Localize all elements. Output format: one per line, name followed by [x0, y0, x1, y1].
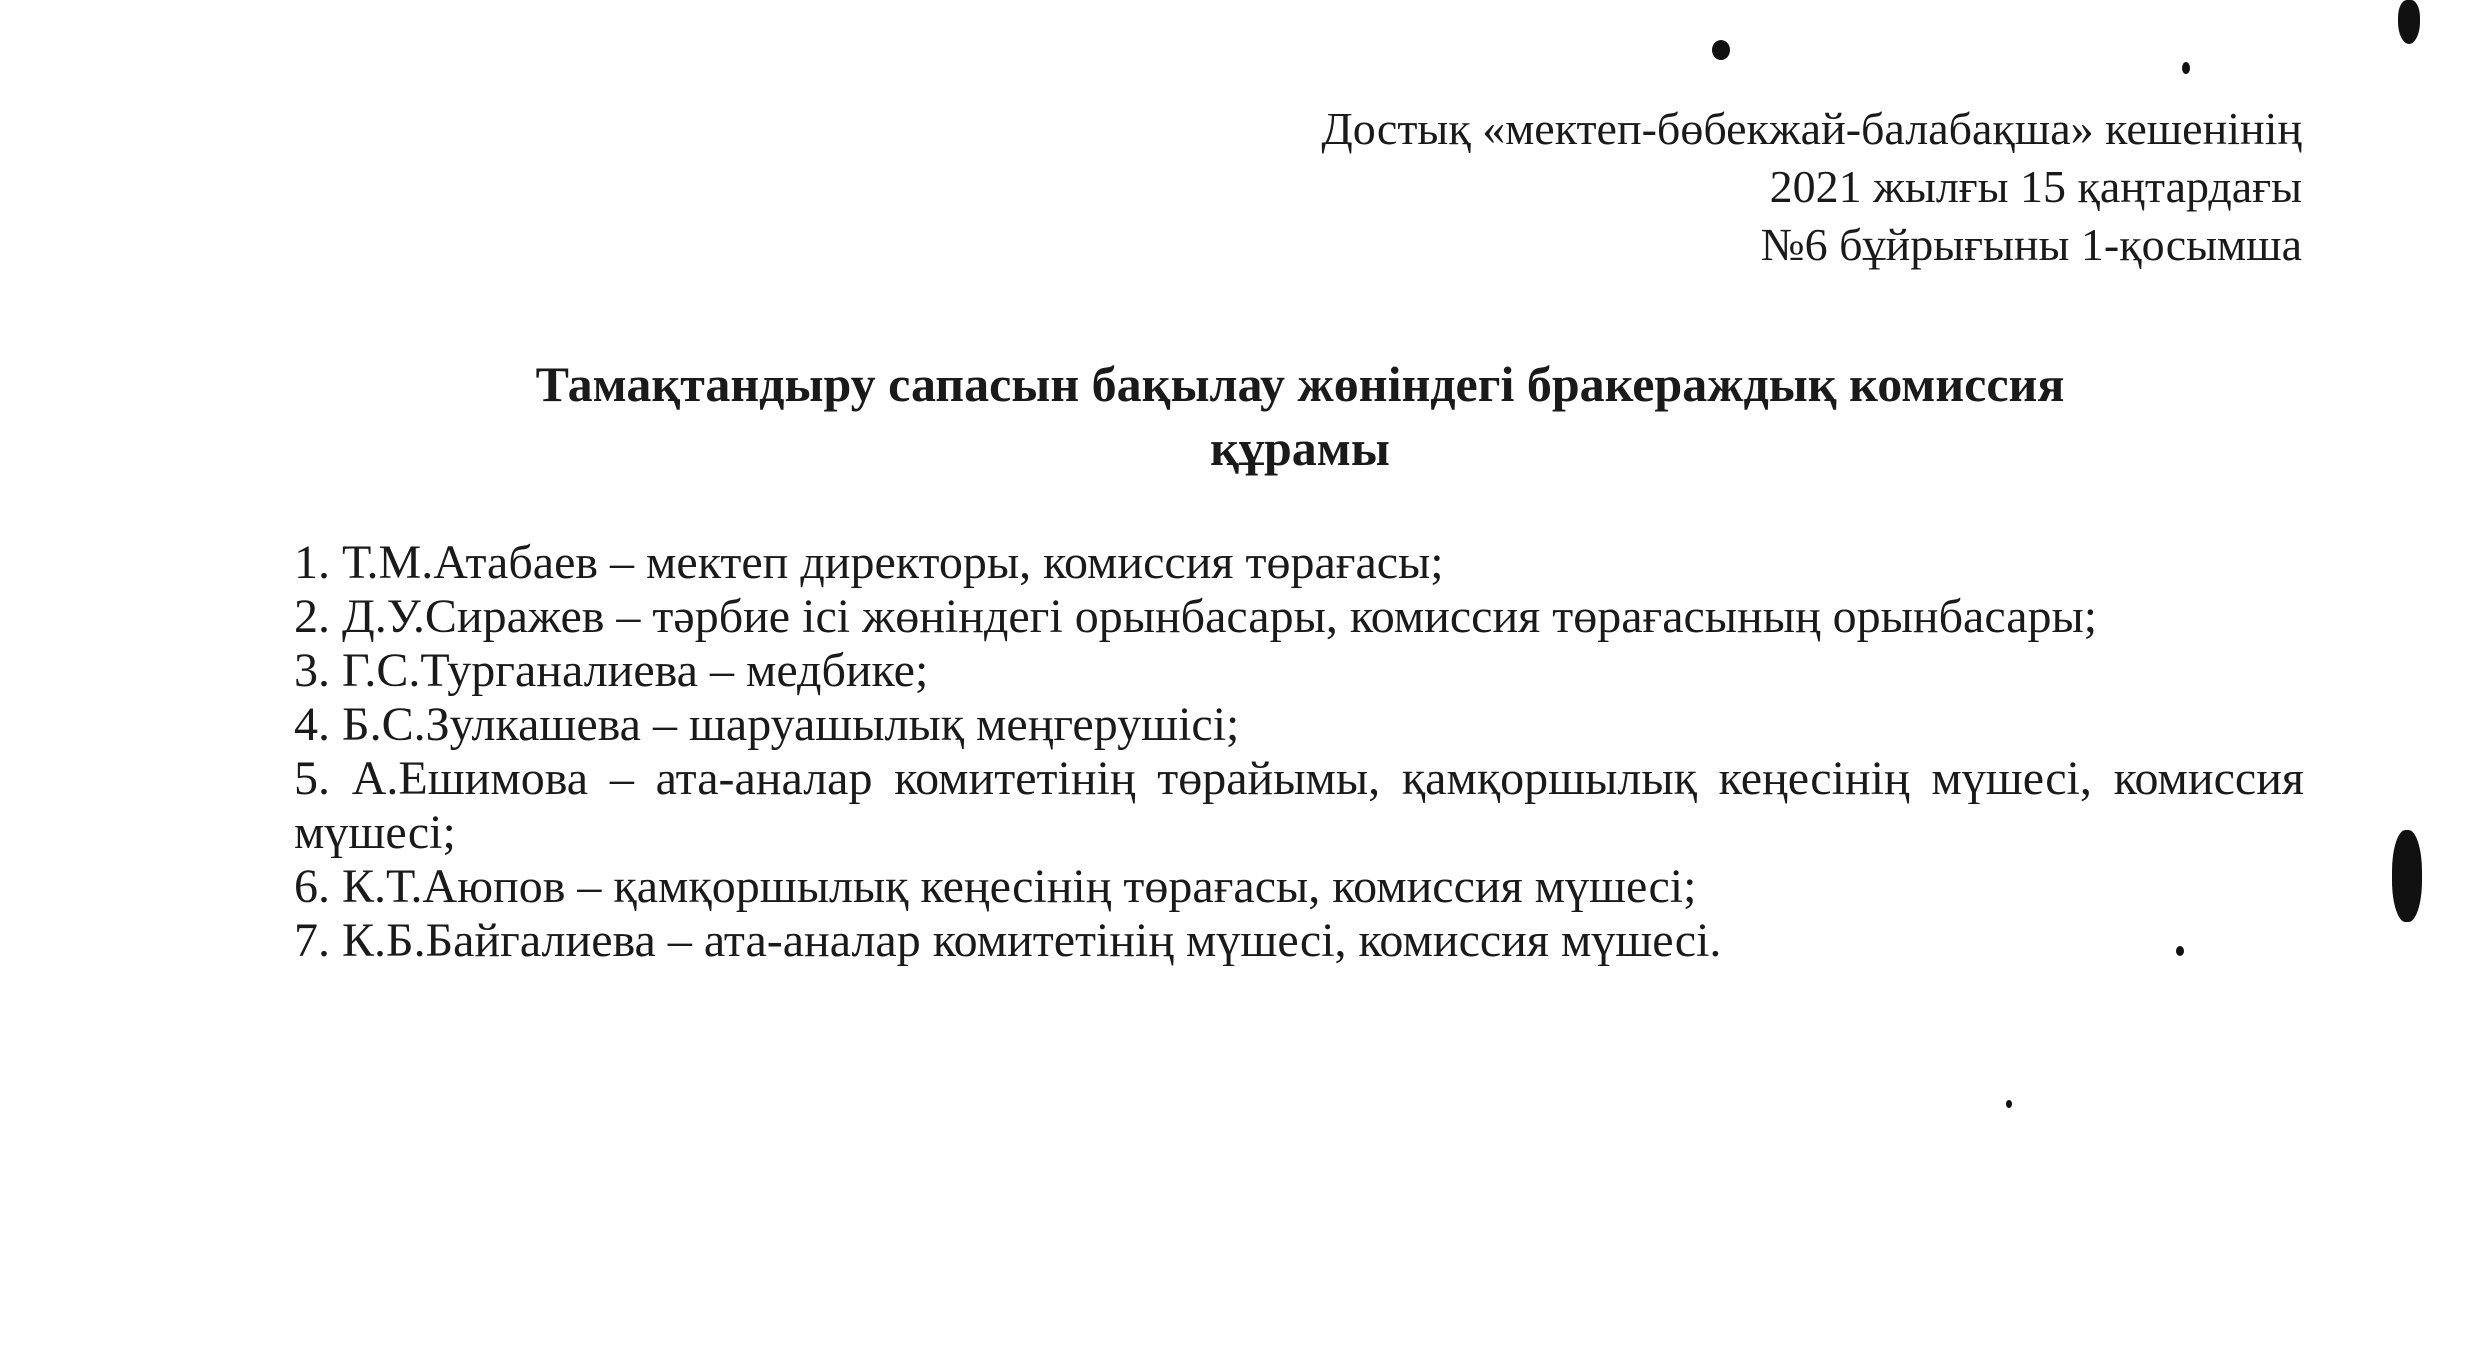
scan-speck	[2006, 1100, 2012, 1108]
list-item: 7. К.Б.Байгалиева – ата-аналар комитетінің мүшесі, комиссия мүшесі.	[294, 914, 1722, 967]
list-item: 1. Т.М.Атабаев – мектеп директоры, комиссия төрағасы;	[294, 536, 1444, 589]
list-item: 6. К.Т.Аюпов – қамқоршылық кеңесінің төрағасы, комиссия мүшесі;	[294, 860, 1697, 913]
list-item: 3. Г.С.Турганалиева – медбике;	[294, 644, 929, 697]
title-line-1: Тамақтандыру сапасын бақылау жөніндегі бракераждық комиссия	[535, 356, 2065, 412]
document-title	[360, 352, 2240, 480]
list-item: 4. Б.С.Зулкашева – шаруашылық меңгерушісі;	[294, 698, 1240, 751]
scan-speck	[2392, 830, 2422, 922]
scan-speck	[2182, 62, 2190, 74]
scan-speck	[2176, 946, 2184, 956]
scan-speck	[2398, 0, 2420, 44]
header-line-1: Достық «мектеп-бөбекжай-балабақша» кешенінің	[1321, 103, 2302, 154]
header-line-2: 2021 жылғы 15 қаңтардағы	[1769, 161, 2302, 212]
title-line-2: құрамы	[1210, 420, 1390, 476]
header-line-3: №6 бұйрығыны 1-қосымша	[1760, 219, 2302, 270]
list-item: 5. А.Ешимова – ата-аналар комитетінің төрайымы, қамқоршылық кеңесінің мүшесі, комиссия мүшесі;	[294, 752, 2304, 859]
document-header	[1321, 100, 2302, 274]
list-item: 2. Д.У.Сиражев – тәрбие ісі жөніндегі орынбасары, комиссия төрағасының орынбасары;	[294, 590, 2098, 643]
member-list	[294, 536, 2304, 968]
scan-speck	[1712, 40, 1730, 60]
